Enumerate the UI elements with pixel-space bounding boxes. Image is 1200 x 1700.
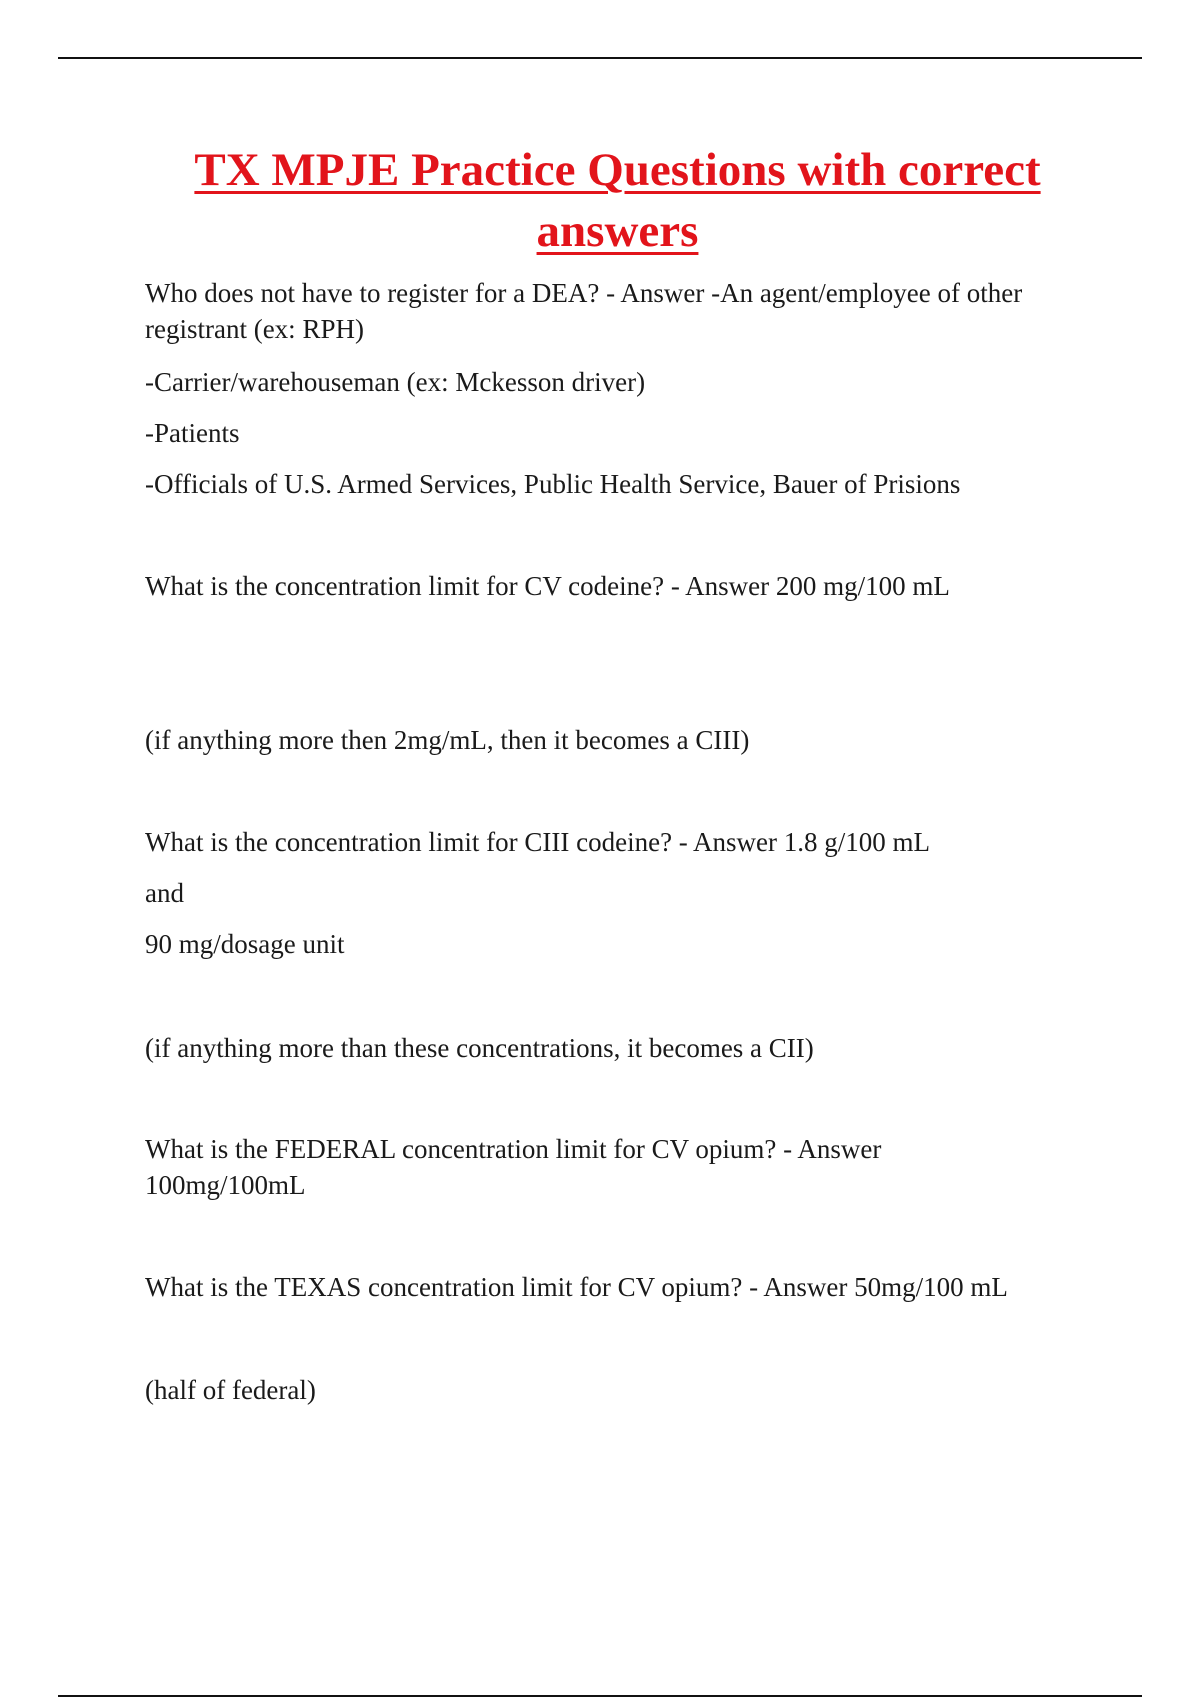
answer-item-officials: -Officials of U.S. Armed Services, Public Health Service, Bauer of Prisions	[145, 469, 961, 499]
question-ciii-codeine: What is the concentration limit for CIII codeine? - Answer 1.8 g/100 mL	[145, 827, 931, 857]
document-title: TX MPJE Practice Questions with correct answers	[194, 144, 1041, 257]
note-cv-codeine: (if anything more then 2mg/mL, then it becomes a CIII)	[145, 725, 750, 755]
note-texas-opium: (half of federal)	[145, 1375, 316, 1405]
question-dea-registration: Who does not have to register for a DEA? - Answer -An agent/employee of other registrant (ex: RPH)	[145, 278, 1023, 344]
answer-item-carrier: -Carrier/warehouseman (ex: Mckesson driver)	[145, 367, 646, 397]
answer-conjunction: and	[145, 878, 184, 908]
question-cv-codeine: What is the concentration limit for CV codeine? - Answer 200 mg/100 mL	[145, 571, 950, 601]
answer-item-patients: -Patients	[145, 418, 240, 448]
bottom-rule	[58, 1695, 1142, 1697]
question-texas-opium: What is the TEXAS concentration limit for CV opium? - Answer 50mg/100 mL	[145, 1272, 1008, 1302]
question-federal-opium: What is the FEDERAL concentration limit for CV opium? - Answer 100mg/100mL	[145, 1134, 882, 1200]
answer-dosage-unit: 90 mg/dosage unit	[145, 929, 345, 959]
top-rule	[58, 57, 1142, 59]
note-ciii-codeine: (if anything more than these concentrations, it becomes a CII)	[145, 1033, 814, 1063]
